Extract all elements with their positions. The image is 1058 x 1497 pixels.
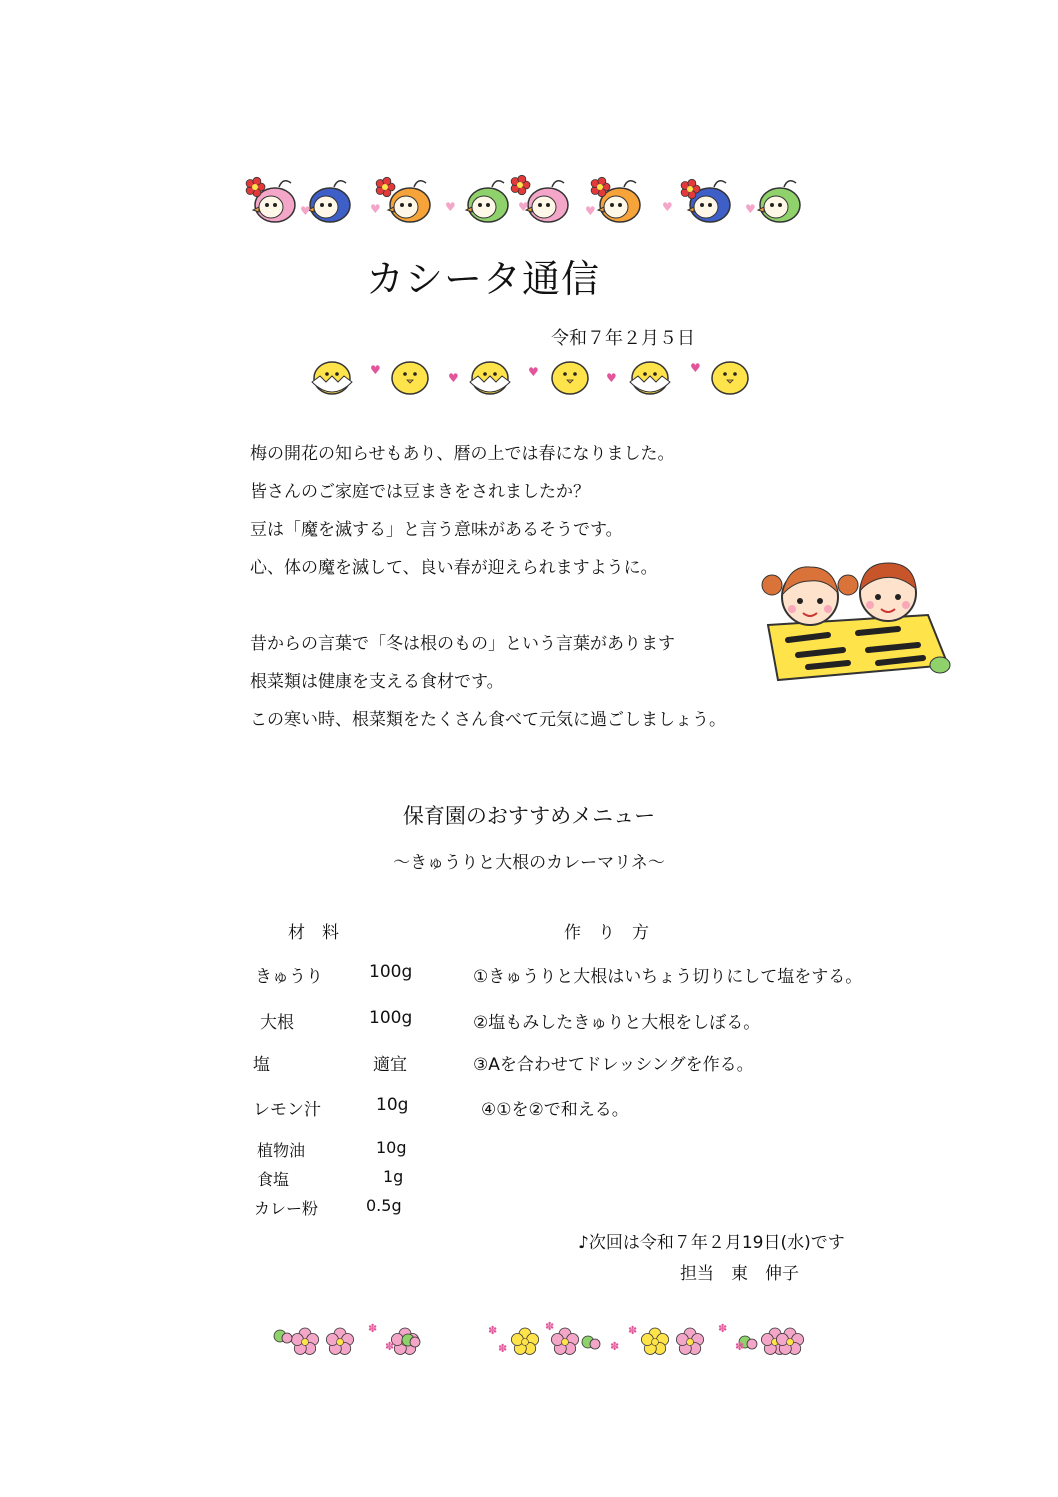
seasonal-line: 根菜類は健康を支える食材です。	[250, 672, 504, 692]
ingredient-name: レモン汁	[253, 1100, 321, 1120]
flower-icon	[326, 1328, 353, 1354]
dressing-name: カレー粉	[254, 1199, 319, 1218]
staff-name: 担当 東 伸子	[680, 1264, 799, 1284]
intro-paragraph	[250, 435, 675, 587]
bird-icon	[466, 181, 508, 222]
chick-icon	[630, 362, 670, 394]
heart-icon: ♥	[585, 204, 596, 218]
dressing-amount: 10g	[376, 1138, 407, 1157]
heart-icon: ♥	[300, 204, 311, 218]
sparkle-icon: ✽	[628, 1324, 638, 1337]
step-3: ③Aを合わせてドレッシングを作る。	[473, 1055, 754, 1075]
chick-icon	[392, 362, 428, 394]
ingredient-amount: 適宜	[373, 1055, 407, 1075]
flower-icon	[511, 1328, 538, 1354]
chick-icon	[552, 362, 588, 394]
dressing-name: 植物油	[257, 1141, 306, 1160]
heart-icon: ♥	[448, 371, 459, 385]
seasonal-line: この寒い時、根菜類をたくさん食べて元気に過ごしましょう。	[250, 710, 726, 730]
chick-icon	[312, 362, 352, 394]
step-1: ①きゅうりと大根はいちょう切りにして塩をする。	[473, 967, 863, 987]
bird-border-illustration	[0, 175, 1058, 235]
ingredients-header: 材 料	[288, 923, 339, 943]
chick-border-illustration	[0, 352, 1058, 402]
heart-icon: ♥	[445, 200, 456, 214]
bud-icon	[582, 1336, 600, 1349]
heart-icon: ♥	[606, 371, 617, 385]
sparkle-icon: ✽	[545, 1320, 555, 1333]
sparkle-icon: ✽	[385, 1340, 395, 1353]
bird-icon	[758, 181, 800, 222]
menu-title: 保育園のおすすめメニュー	[402, 804, 656, 828]
bud-icon	[274, 1330, 292, 1343]
heart-icon: ♥	[518, 200, 529, 214]
sparkle-icon: ✽	[735, 1340, 745, 1353]
ingredient-name: 大根	[260, 1013, 294, 1033]
heart-icon: ♥	[370, 363, 381, 377]
menu-subtitle: ～きゅうりと大根のカレーマリネ～	[393, 853, 665, 873]
seasonal-paragraph	[250, 625, 726, 739]
dressing-name: 食塩	[257, 1170, 290, 1189]
chick-icon	[712, 362, 748, 394]
heart-icon: ♥	[370, 202, 381, 216]
intro-line: 梅の開花の知らせもあり、暦の上では春になりました。	[250, 444, 675, 464]
flower-icon	[641, 1328, 668, 1354]
heart-icon: ♥	[528, 365, 539, 379]
ingredient-name: きゅうり	[255, 967, 323, 987]
flower-icon	[676, 1328, 703, 1354]
newsletter-title: カシータ通信	[366, 257, 601, 301]
dressing-amount: 1g	[383, 1167, 404, 1186]
seasonal-line: 昔からの言葉で「冬は根のもの」という言葉があります	[250, 634, 675, 654]
flower-icon	[551, 1328, 578, 1354]
heart-icon: ♥	[745, 202, 756, 216]
flower-icon	[291, 1328, 318, 1354]
ingredient-amount: 100g	[369, 1008, 413, 1028]
sparkle-icon: ✽	[610, 1340, 620, 1353]
step-2: ②塩もみしたきゅりと大根をしぼる。	[473, 1013, 761, 1033]
chick-icon	[470, 362, 510, 394]
intro-line: 豆は「魔を滅する」と言う意味があるそうです。	[250, 520, 623, 540]
ingredient-amount: 100g	[369, 962, 413, 982]
flower-border-illustration	[0, 1320, 1058, 1370]
issue-date: 令和７年２月５日	[551, 328, 695, 349]
children-illustration	[748, 555, 958, 695]
sparkle-icon: ✽	[488, 1324, 498, 1337]
step-4: ④①を②で和える。	[481, 1100, 629, 1120]
flower-icon	[511, 175, 530, 194]
ingredient-amount: 10g	[376, 1095, 409, 1115]
bird-icon	[308, 181, 350, 222]
heart-icon: ♥	[662, 200, 673, 214]
ingredient-name: 塩	[253, 1055, 270, 1075]
flower-icon	[376, 177, 395, 196]
intro-line: 皆さんのご家庭では豆まきをされましたか？	[250, 482, 590, 502]
sparkle-icon: ✽	[718, 1322, 728, 1335]
next-issue-notice: ♪次回は令和７年２月19日(水)です	[578, 1233, 845, 1253]
sparkle-icon: ✽	[368, 1322, 378, 1335]
heart-icon: ♥	[690, 361, 701, 375]
bird-icon	[526, 181, 568, 222]
sparkle-icon: ✽	[498, 1342, 508, 1355]
dressing-amount: 0.5g	[366, 1196, 402, 1215]
steps-header: 作 り 方	[564, 923, 649, 943]
intro-line: 心、体の魔を滅して、良い春が迎えられますように。	[250, 558, 658, 578]
